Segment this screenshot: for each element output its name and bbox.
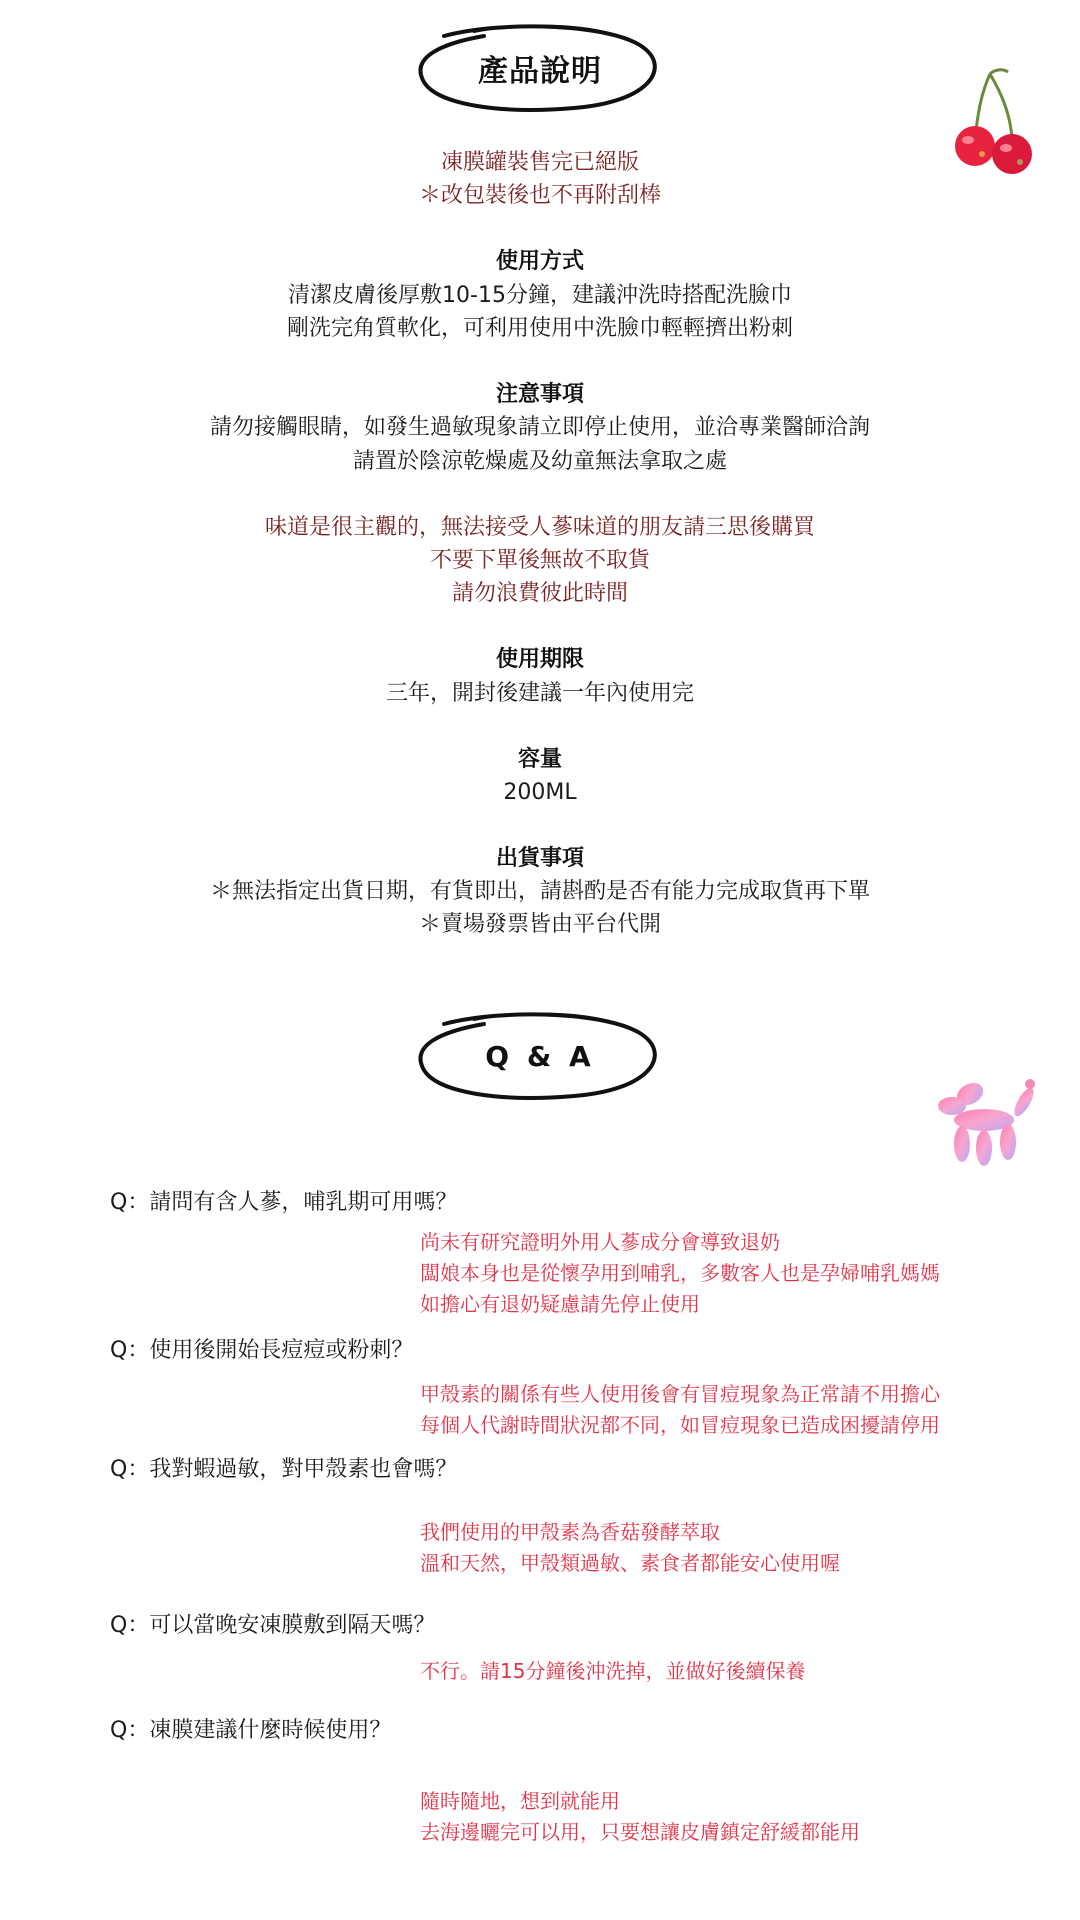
- faq-question: Q：使用後開始長痘痘或粉刺？: [110, 1338, 414, 1363]
- faq-answer: 甲殼素的關係有些人使用後會有冒痘現象為正常請不用擔心: [420, 1382, 940, 1406]
- faq-question: Q：可以當晚安凍膜敷到隔天嗎？: [110, 1613, 436, 1638]
- faq-question: Q：我對蝦過敏，對甲殼素也會嗎？: [110, 1457, 458, 1482]
- faq-answer: 如擔心有退奶疑慮請先停止使用: [420, 1292, 700, 1316]
- shipping-line: ＊賣場發票皆由平台代開: [418, 912, 661, 937]
- faq-answer: 去海邊曬完可以用，只要想讓皮膚鎮定舒緩都能用: [420, 1820, 860, 1844]
- section-badge-description: [414, 18, 666, 118]
- usage-line: 清潔皮膚後厚敷10-15分鐘，建議沖洗時搭配洗臉巾: [288, 283, 792, 308]
- faq-question: Q：請問有含人蔘，哺乳期可用嗎？: [110, 1190, 458, 1215]
- notice-line: ＊改包裝後也不再附刮棒: [418, 183, 661, 208]
- faq-answer: 闆娘本身也是從懷孕用到哺乳，多數客人也是孕婦哺乳媽媽: [420, 1261, 940, 1285]
- balloon-dog-icon: [930, 1072, 1040, 1172]
- caution-heading: 注意事項: [495, 382, 584, 407]
- caution-line: 請勿接觸眼睛，如發生過敏現象請立即停止使用，並洽專業醫師洽詢: [209, 415, 870, 440]
- notice-line: 凍膜罐裝售完已絕版: [440, 150, 639, 175]
- section-title-qa: Q & A: [485, 1039, 595, 1073]
- faq-answer: 尚未有研究證明外用人蔘成分會導致退奶: [420, 1230, 780, 1254]
- caution-line: 請置於陰涼乾燥處及幼童無法拿取之處: [352, 449, 727, 474]
- faq-question: Q：凍膜建議什麼時候使用？: [110, 1718, 392, 1743]
- section-badge-qa: [414, 1006, 666, 1106]
- shelf-life-heading: 使用期限: [495, 647, 584, 672]
- section-title-description: 產品說明: [478, 54, 602, 89]
- faq-answer: 每個人代謝時間狀況都不同，如冒痘現象已造成困擾請停用: [420, 1413, 940, 1437]
- shelf-life-value: 三年，開封後建議一年內使用完: [385, 681, 694, 706]
- shipping-line: ＊無法指定出貨日期，有貨即出，請斟酌是否有能力完成取貨再下單: [209, 879, 870, 904]
- shipping-heading: 出貨事項: [495, 846, 584, 871]
- taste-notice-line: 請勿浪費彼此時間: [451, 581, 628, 606]
- capacity-value: 200ML: [503, 780, 577, 805]
- taste-notice-line: 味道是很主觀的，無法接受人蔘味道的朋友請三思後購買: [264, 515, 815, 540]
- taste-notice-line: 不要下單後無故不取貨: [429, 548, 650, 573]
- faq-answer: 不行。請15分鐘後沖洗掉，並做好後續保養: [420, 1659, 806, 1683]
- faq-answer: 隨時隨地，想到就能用: [420, 1789, 620, 1813]
- usage-heading: 使用方式: [495, 249, 584, 274]
- faq-answer: 溫和天然，甲殼類過敏、素食者都能安心使用喔: [420, 1551, 840, 1575]
- usage-line: 剛洗完角質軟化，可利用使用中洗臉巾輕輕擠出粉刺: [286, 316, 793, 341]
- faq-answer: 我們使用的甲殼素為香菇發酵萃取: [420, 1520, 720, 1544]
- capacity-heading: 容量: [517, 747, 562, 772]
